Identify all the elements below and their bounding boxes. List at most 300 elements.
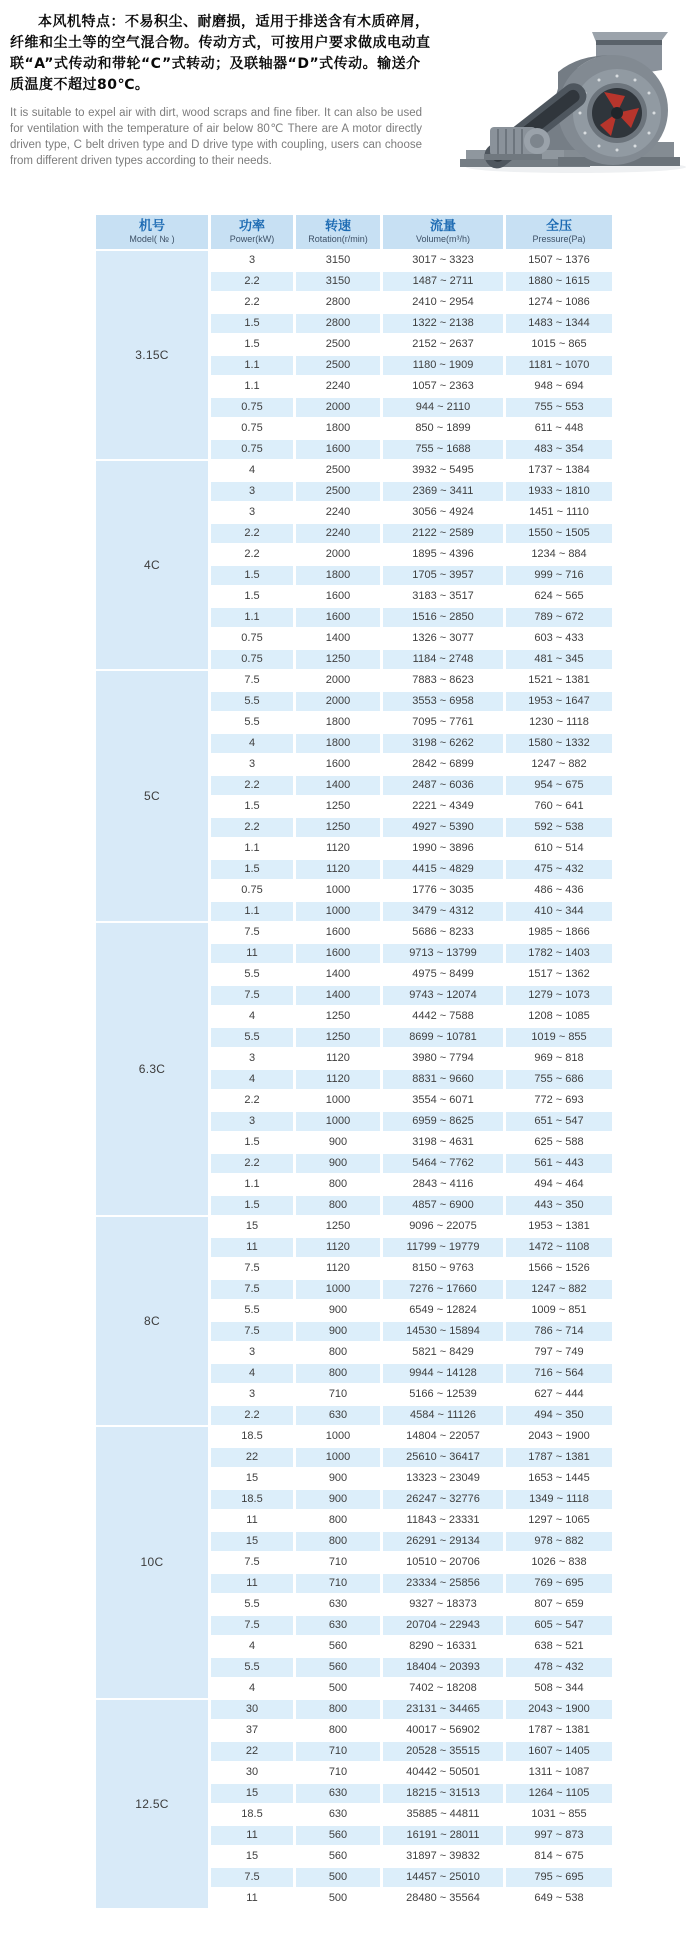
- power-cell: 1.1: [211, 1175, 293, 1194]
- pressure-cell: 649 ~ 538: [506, 1889, 612, 1908]
- power-cell: 3: [211, 482, 293, 501]
- pressure-cell: 1566 ~ 1526: [506, 1259, 612, 1278]
- pressure-cell: 969 ~ 818: [506, 1049, 612, 1068]
- volume-cell: 5686 ~ 8233: [383, 923, 503, 942]
- rotation-cell: 1600: [296, 755, 380, 774]
- volume-cell: 28480 ~ 35564: [383, 1889, 503, 1908]
- rotation-cell: 900: [296, 1133, 380, 1152]
- power-cell: 0.75: [211, 629, 293, 648]
- rotation-cell: 1250: [296, 818, 380, 837]
- intro-paragraph-english: It is suitable to expel air with dirt, wood scraps and fine fiber. It can also be used for ventilation with the temperature of air below 80℃ There are A motor directly driven type, C belt driven type and D drive type with coupling, users can choose from different driven types according to their needs.: [10, 107, 422, 167]
- volume-cell: 9327 ~ 18373: [383, 1595, 503, 1614]
- rotation-cell: 900: [296, 1301, 380, 1320]
- volume-cell: 755 ~ 1688: [383, 440, 503, 459]
- rotation-cell: 900: [296, 1322, 380, 1341]
- pressure-cell: 1208 ~ 1085: [506, 1007, 612, 1026]
- pressure-cell: 1230 ~ 1118: [506, 713, 612, 732]
- pressure-cell: 603 ~ 433: [506, 629, 612, 648]
- rotation-cell: 1400: [296, 965, 380, 984]
- intro-section: [10, 12, 690, 202]
- rotation-cell: 1600: [296, 944, 380, 963]
- table-row: [96, 1427, 612, 1446]
- centrifugal-fan-illustration: [446, 26, 686, 176]
- column-header-model-zh: 机号: [138, 219, 165, 234]
- pressure-cell: 1279 ~ 1073: [506, 986, 612, 1005]
- pressure-cell: 1550 ~ 1505: [506, 524, 612, 543]
- column-header-power-zh: 功率: [238, 219, 265, 234]
- power-cell: 4: [211, 1637, 293, 1656]
- power-cell: 15: [211, 1217, 293, 1236]
- power-cell: 2.2: [211, 1406, 293, 1425]
- rotation-cell: 710: [296, 1553, 380, 1572]
- rotation-cell: 800: [296, 1364, 380, 1383]
- power-cell: 30: [211, 1700, 293, 1719]
- rotation-cell: 500: [296, 1679, 380, 1698]
- pressure-cell: 508 ~ 344: [506, 1679, 612, 1698]
- volume-cell: 850 ~ 1899: [383, 419, 503, 438]
- rotation-cell: 500: [296, 1868, 380, 1887]
- pressure-cell: 814 ~ 675: [506, 1847, 612, 1866]
- column-header-rotation: [296, 215, 380, 249]
- power-cell: 0.75: [211, 419, 293, 438]
- power-cell: 3: [211, 1112, 293, 1131]
- rotation-cell: 1400: [296, 776, 380, 795]
- pressure-cell: 1580 ~ 1332: [506, 734, 612, 753]
- pressure-cell: 443 ~ 350: [506, 1196, 612, 1215]
- column-header-power-en: Power(kW): [229, 234, 275, 244]
- rotation-cell: 1000: [296, 1280, 380, 1299]
- pressure-cell: 486 ~ 436: [506, 881, 612, 900]
- volume-cell: 13323 ~ 23049: [383, 1469, 503, 1488]
- model-cell: 5C: [96, 671, 208, 921]
- pressure-cell: 1483 ~ 1344: [506, 314, 612, 333]
- volume-cell: 25610 ~ 36417: [383, 1448, 503, 1467]
- rotation-cell: 900: [296, 1154, 380, 1173]
- pressure-cell: 772 ~ 693: [506, 1091, 612, 1110]
- power-cell: 5.5: [211, 1658, 293, 1677]
- pressure-cell: 755 ~ 553: [506, 398, 612, 417]
- volume-cell: 31897 ~ 39832: [383, 1847, 503, 1866]
- volume-cell: 8150 ~ 9763: [383, 1259, 503, 1278]
- volume-cell: 1776 ~ 3035: [383, 881, 503, 900]
- pressure-cell: 1607 ~ 1405: [506, 1742, 612, 1761]
- volume-cell: 7276 ~ 17660: [383, 1280, 503, 1299]
- pressure-cell: 1787 ~ 1381: [506, 1721, 612, 1740]
- power-cell: 3: [211, 251, 293, 270]
- rotation-cell: 1800: [296, 734, 380, 753]
- rotation-cell: 2500: [296, 461, 380, 480]
- rotation-cell: 1600: [296, 440, 380, 459]
- volume-cell: 3980 ~ 7794: [383, 1049, 503, 1068]
- pressure-cell: 1507 ~ 1376: [506, 251, 612, 270]
- pressure-cell: 978 ~ 882: [506, 1532, 612, 1551]
- pressure-cell: 755 ~ 686: [506, 1070, 612, 1089]
- rotation-cell: 710: [296, 1763, 380, 1782]
- power-cell: 11: [211, 1574, 293, 1593]
- power-cell: 1.5: [211, 1196, 293, 1215]
- power-cell: 2.2: [211, 272, 293, 291]
- power-cell: 1.1: [211, 356, 293, 375]
- rotation-cell: 800: [296, 1511, 380, 1530]
- column-header-pressure: [506, 215, 612, 249]
- model-cell: 3.15C: [96, 251, 208, 459]
- pressure-cell: 483 ~ 354: [506, 440, 612, 459]
- power-cell: 18.5: [211, 1805, 293, 1824]
- power-cell: 4: [211, 1007, 293, 1026]
- volume-cell: 40017 ~ 56902: [383, 1721, 503, 1740]
- volume-cell: 23334 ~ 25856: [383, 1574, 503, 1593]
- table-row: [96, 923, 612, 942]
- volume-cell: 3198 ~ 4631: [383, 1133, 503, 1152]
- power-cell: 4: [211, 734, 293, 753]
- pressure-cell: 1015 ~ 865: [506, 335, 612, 354]
- volume-cell: 7095 ~ 7761: [383, 713, 503, 732]
- power-cell: 2.2: [211, 1091, 293, 1110]
- pressure-cell: 769 ~ 695: [506, 1574, 612, 1593]
- power-cell: 7.5: [211, 1322, 293, 1341]
- rotation-cell: 2500: [296, 356, 380, 375]
- rotation-cell: 1400: [296, 629, 380, 648]
- volume-cell: 1326 ~ 3077: [383, 629, 503, 648]
- model-cell: 10C: [96, 1427, 208, 1698]
- rotation-cell: 630: [296, 1406, 380, 1425]
- pressure-cell: 797 ~ 749: [506, 1343, 612, 1362]
- pressure-cell: 999 ~ 716: [506, 566, 612, 585]
- power-cell: 7.5: [211, 1553, 293, 1572]
- power-cell: 11: [211, 1511, 293, 1530]
- model-cell: 8C: [96, 1217, 208, 1425]
- volume-cell: 1057 ~ 2363: [383, 377, 503, 396]
- pressure-cell: 786 ~ 714: [506, 1322, 612, 1341]
- volume-cell: 18404 ~ 20393: [383, 1658, 503, 1677]
- rotation-cell: 1000: [296, 881, 380, 900]
- column-header-rotation-en: Rotation(r/min): [308, 234, 368, 244]
- pressure-cell: 954 ~ 675: [506, 776, 612, 795]
- pressure-cell: 1933 ~ 1810: [506, 482, 612, 501]
- volume-cell: 4584 ~ 11126: [383, 1406, 503, 1425]
- pressure-cell: 2043 ~ 1900: [506, 1700, 612, 1719]
- volume-cell: 7883 ~ 8623: [383, 671, 503, 690]
- power-cell: 15: [211, 1532, 293, 1551]
- power-cell: 7.5: [211, 986, 293, 1005]
- volume-cell: 1180 ~ 1909: [383, 356, 503, 375]
- rotation-cell: 2240: [296, 503, 380, 522]
- pressure-cell: 605 ~ 547: [506, 1616, 612, 1635]
- volume-cell: 5166 ~ 12539: [383, 1385, 503, 1404]
- volume-cell: 1322 ~ 2138: [383, 314, 503, 333]
- volume-cell: 26291 ~ 29134: [383, 1532, 503, 1551]
- rotation-cell: 1120: [296, 860, 380, 879]
- volume-cell: 2221 ~ 4349: [383, 797, 503, 816]
- volume-cell: 8290 ~ 16331: [383, 1637, 503, 1656]
- volume-cell: 20704 ~ 22943: [383, 1616, 503, 1635]
- pressure-cell: 1985 ~ 1866: [506, 923, 612, 942]
- rotation-cell: 1800: [296, 566, 380, 585]
- volume-cell: 9713 ~ 13799: [383, 944, 503, 963]
- power-cell: 37: [211, 1721, 293, 1740]
- rotation-cell: 710: [296, 1574, 380, 1593]
- power-cell: 5.5: [211, 1028, 293, 1047]
- power-cell: 1.5: [211, 314, 293, 333]
- power-cell: 7.5: [211, 1259, 293, 1278]
- volume-cell: 4975 ~ 8499: [383, 965, 503, 984]
- power-cell: 7.5: [211, 671, 293, 690]
- rotation-cell: 630: [296, 1595, 380, 1614]
- pressure-cell: 410 ~ 344: [506, 902, 612, 921]
- power-cell: 4: [211, 1070, 293, 1089]
- pressure-cell: 494 ~ 464: [506, 1175, 612, 1194]
- volume-cell: 2843 ~ 4116: [383, 1175, 503, 1194]
- power-cell: 0.75: [211, 881, 293, 900]
- rotation-cell: 500: [296, 1889, 380, 1908]
- intro-paragraph-chinese: 本风机特点：不易积尘、耐磨损，适用于排送含有木质碎屑，纤维和尘土等的空气混合物。传动方式，可按用户要求做成电动直联“A”式传动和带轮“C”式转动；及联轴器“D”式传动。输送介质温度不超过80℃。: [10, 14, 431, 93]
- power-cell: 5.5: [211, 713, 293, 732]
- power-cell: 3: [211, 1385, 293, 1404]
- volume-cell: 18215 ~ 31513: [383, 1784, 503, 1803]
- power-cell: 3: [211, 503, 293, 522]
- power-cell: 1.1: [211, 839, 293, 858]
- power-cell: 30: [211, 1763, 293, 1782]
- pressure-cell: 1247 ~ 882: [506, 1280, 612, 1299]
- rotation-cell: 1250: [296, 1007, 380, 1026]
- table-row: [96, 671, 612, 690]
- volume-cell: 26247 ~ 32776: [383, 1490, 503, 1509]
- rotation-cell: 1000: [296, 1091, 380, 1110]
- power-cell: 0.75: [211, 398, 293, 417]
- volume-cell: 7402 ~ 18208: [383, 1679, 503, 1698]
- volume-cell: 14457 ~ 25010: [383, 1868, 503, 1887]
- rotation-cell: 2500: [296, 482, 380, 501]
- volume-cell: 9096 ~ 22075: [383, 1217, 503, 1236]
- volume-cell: 20528 ~ 35515: [383, 1742, 503, 1761]
- power-cell: 18.5: [211, 1490, 293, 1509]
- rotation-cell: 1000: [296, 1112, 380, 1131]
- power-cell: 4: [211, 461, 293, 480]
- power-cell: 1.1: [211, 902, 293, 921]
- volume-cell: 11799 ~ 19779: [383, 1238, 503, 1257]
- volume-cell: 8699 ~ 10781: [383, 1028, 503, 1047]
- pressure-cell: 561 ~ 443: [506, 1154, 612, 1173]
- power-cell: 11: [211, 1889, 293, 1908]
- volume-cell: 10510 ~ 20706: [383, 1553, 503, 1572]
- volume-cell: 6549 ~ 12824: [383, 1301, 503, 1320]
- rotation-cell: 2240: [296, 377, 380, 396]
- pressure-cell: 1782 ~ 1403: [506, 944, 612, 963]
- power-cell: 11: [211, 944, 293, 963]
- volume-cell: 14804 ~ 22057: [383, 1427, 503, 1446]
- volume-cell: 1487 ~ 2711: [383, 272, 503, 291]
- volume-cell: 11843 ~ 23331: [383, 1511, 503, 1530]
- rotation-cell: 800: [296, 1196, 380, 1215]
- pressure-cell: 1472 ~ 1108: [506, 1238, 612, 1257]
- pressure-cell: 1349 ~ 1118: [506, 1490, 612, 1509]
- power-cell: 1.5: [211, 797, 293, 816]
- power-cell: 2.2: [211, 1154, 293, 1173]
- power-cell: 7.5: [211, 923, 293, 942]
- pressure-cell: 624 ~ 565: [506, 587, 612, 606]
- pressure-cell: 627 ~ 444: [506, 1385, 612, 1404]
- power-cell: 15: [211, 1784, 293, 1803]
- rotation-cell: 900: [296, 1490, 380, 1509]
- rotation-cell: 1120: [296, 1049, 380, 1068]
- power-cell: 7.5: [211, 1280, 293, 1299]
- power-cell: 5.5: [211, 1595, 293, 1614]
- rotation-cell: 800: [296, 1532, 380, 1551]
- power-cell: 0.75: [211, 440, 293, 459]
- power-cell: 7.5: [211, 1868, 293, 1887]
- volume-cell: 40442 ~ 50501: [383, 1763, 503, 1782]
- rotation-cell: 1800: [296, 713, 380, 732]
- pressure-cell: 610 ~ 514: [506, 839, 612, 858]
- pressure-cell: 807 ~ 659: [506, 1595, 612, 1614]
- rotation-cell: 1600: [296, 608, 380, 627]
- power-cell: 4: [211, 1364, 293, 1383]
- pressure-cell: 478 ~ 432: [506, 1658, 612, 1677]
- rotation-cell: 2000: [296, 545, 380, 564]
- volume-cell: 3554 ~ 6071: [383, 1091, 503, 1110]
- pressure-cell: 1031 ~ 855: [506, 1805, 612, 1824]
- pressure-cell: 1451 ~ 1110: [506, 503, 612, 522]
- pressure-cell: 494 ~ 350: [506, 1406, 612, 1425]
- pressure-cell: 1297 ~ 1065: [506, 1511, 612, 1530]
- column-header-rotation-zh: 转速: [324, 219, 351, 234]
- power-cell: 15: [211, 1847, 293, 1866]
- volume-cell: 4857 ~ 6900: [383, 1196, 503, 1215]
- pressure-cell: 789 ~ 672: [506, 608, 612, 627]
- table-row: [96, 1217, 612, 1236]
- rotation-cell: 2500: [296, 335, 380, 354]
- model-cell: 4C: [96, 461, 208, 669]
- volume-cell: 1184 ~ 2748: [383, 650, 503, 669]
- volume-cell: 3056 ~ 4924: [383, 503, 503, 522]
- volume-cell: 3183 ~ 3517: [383, 587, 503, 606]
- pressure-cell: 1274 ~ 1086: [506, 293, 612, 312]
- rotation-cell: 1800: [296, 419, 380, 438]
- volume-cell: 4442 ~ 7588: [383, 1007, 503, 1026]
- rotation-cell: 3150: [296, 272, 380, 291]
- volume-cell: 4927 ~ 5390: [383, 818, 503, 837]
- volume-cell: 4415 ~ 4829: [383, 860, 503, 879]
- volume-cell: 3553 ~ 6958: [383, 692, 503, 711]
- pressure-cell: 1953 ~ 1381: [506, 1217, 612, 1236]
- rotation-cell: 800: [296, 1721, 380, 1740]
- rotation-cell: 1250: [296, 1217, 380, 1236]
- power-cell: 5.5: [211, 965, 293, 984]
- fan-product-image: [446, 26, 686, 176]
- column-header-model: [96, 215, 208, 249]
- rotation-cell: 560: [296, 1847, 380, 1866]
- pressure-cell: 481 ~ 345: [506, 650, 612, 669]
- rotation-cell: 1000: [296, 1448, 380, 1467]
- volume-cell: 16191 ~ 28011: [383, 1826, 503, 1845]
- rotation-cell: 2800: [296, 314, 380, 333]
- column-header-pressure-zh: 全压: [545, 219, 572, 234]
- rotation-cell: 710: [296, 1742, 380, 1761]
- power-cell: 22: [211, 1742, 293, 1761]
- power-cell: 1.5: [211, 335, 293, 354]
- power-cell: 18.5: [211, 1427, 293, 1446]
- power-cell: 0.75: [211, 650, 293, 669]
- rotation-cell: 710: [296, 1385, 380, 1404]
- rotation-cell: 1000: [296, 1427, 380, 1446]
- pressure-cell: 1953 ~ 1647: [506, 692, 612, 711]
- rotation-cell: 560: [296, 1658, 380, 1677]
- rotation-cell: 1600: [296, 587, 380, 606]
- volume-cell: 3932 ~ 5495: [383, 461, 503, 480]
- volume-cell: 2410 ~ 2954: [383, 293, 503, 312]
- column-header-volume-en: Volume(m³/h): [415, 234, 470, 244]
- fan-spec-table: [93, 213, 615, 1910]
- power-cell: 1.1: [211, 377, 293, 396]
- pressure-cell: 1264 ~ 1105: [506, 1784, 612, 1803]
- column-header-model-en: Model( № ): [129, 234, 175, 244]
- rotation-cell: 560: [296, 1826, 380, 1845]
- volume-cell: 1705 ~ 3957: [383, 566, 503, 585]
- pressure-cell: 1521 ~ 1381: [506, 671, 612, 690]
- power-cell: 15: [211, 1469, 293, 1488]
- column-header-volume: [383, 215, 503, 249]
- pressure-cell: 1019 ~ 855: [506, 1028, 612, 1047]
- volume-cell: 944 ~ 2110: [383, 398, 503, 417]
- rotation-cell: 1000: [296, 902, 380, 921]
- rotation-cell: 630: [296, 1805, 380, 1824]
- pressure-cell: 997 ~ 873: [506, 1826, 612, 1845]
- volume-cell: 3479 ~ 4312: [383, 902, 503, 921]
- column-header-pressure-en: Pressure(Pa): [532, 234, 586, 244]
- pressure-cell: 1880 ~ 1615: [506, 272, 612, 291]
- rotation-cell: 2000: [296, 692, 380, 711]
- rotation-cell: 1250: [296, 650, 380, 669]
- rotation-cell: 3150: [296, 251, 380, 270]
- power-cell: 3: [211, 1343, 293, 1362]
- volume-cell: 2369 ~ 3411: [383, 482, 503, 501]
- pressure-cell: 1181 ~ 1070: [506, 356, 612, 375]
- pressure-cell: 1737 ~ 1384: [506, 461, 612, 480]
- volume-cell: 9944 ~ 14128: [383, 1364, 503, 1383]
- rotation-cell: 2000: [296, 671, 380, 690]
- volume-cell: 2842 ~ 6899: [383, 755, 503, 774]
- table-header-row: [96, 215, 612, 249]
- rotation-cell: 1120: [296, 1238, 380, 1257]
- volume-cell: 23131 ~ 34465: [383, 1700, 503, 1719]
- rotation-cell: 1120: [296, 1070, 380, 1089]
- rotation-cell: 800: [296, 1175, 380, 1194]
- model-cell: 6.3C: [96, 923, 208, 1215]
- rotation-cell: 2240: [296, 524, 380, 543]
- pressure-cell: 592 ~ 538: [506, 818, 612, 837]
- rotation-cell: 1250: [296, 1028, 380, 1047]
- model-cell: 12.5C: [96, 1700, 208, 1908]
- rotation-cell: 630: [296, 1616, 380, 1635]
- volume-cell: 9743 ~ 12074: [383, 986, 503, 1005]
- pressure-cell: 475 ~ 432: [506, 860, 612, 879]
- pressure-cell: 625 ~ 588: [506, 1133, 612, 1152]
- pressure-cell: 1653 ~ 1445: [506, 1469, 612, 1488]
- rotation-cell: 2000: [296, 398, 380, 417]
- pressure-cell: 760 ~ 641: [506, 797, 612, 816]
- pressure-cell: 795 ~ 695: [506, 1868, 612, 1887]
- volume-cell: 14530 ~ 15894: [383, 1322, 503, 1341]
- pressure-cell: 1009 ~ 851: [506, 1301, 612, 1320]
- volume-cell: 1516 ~ 2850: [383, 608, 503, 627]
- power-cell: 4: [211, 1679, 293, 1698]
- power-cell: 22: [211, 1448, 293, 1467]
- power-cell: 2.2: [211, 293, 293, 312]
- power-cell: 5.5: [211, 692, 293, 711]
- pressure-cell: 1311 ~ 1087: [506, 1763, 612, 1782]
- power-cell: 3: [211, 755, 293, 774]
- rotation-cell: 2800: [296, 293, 380, 312]
